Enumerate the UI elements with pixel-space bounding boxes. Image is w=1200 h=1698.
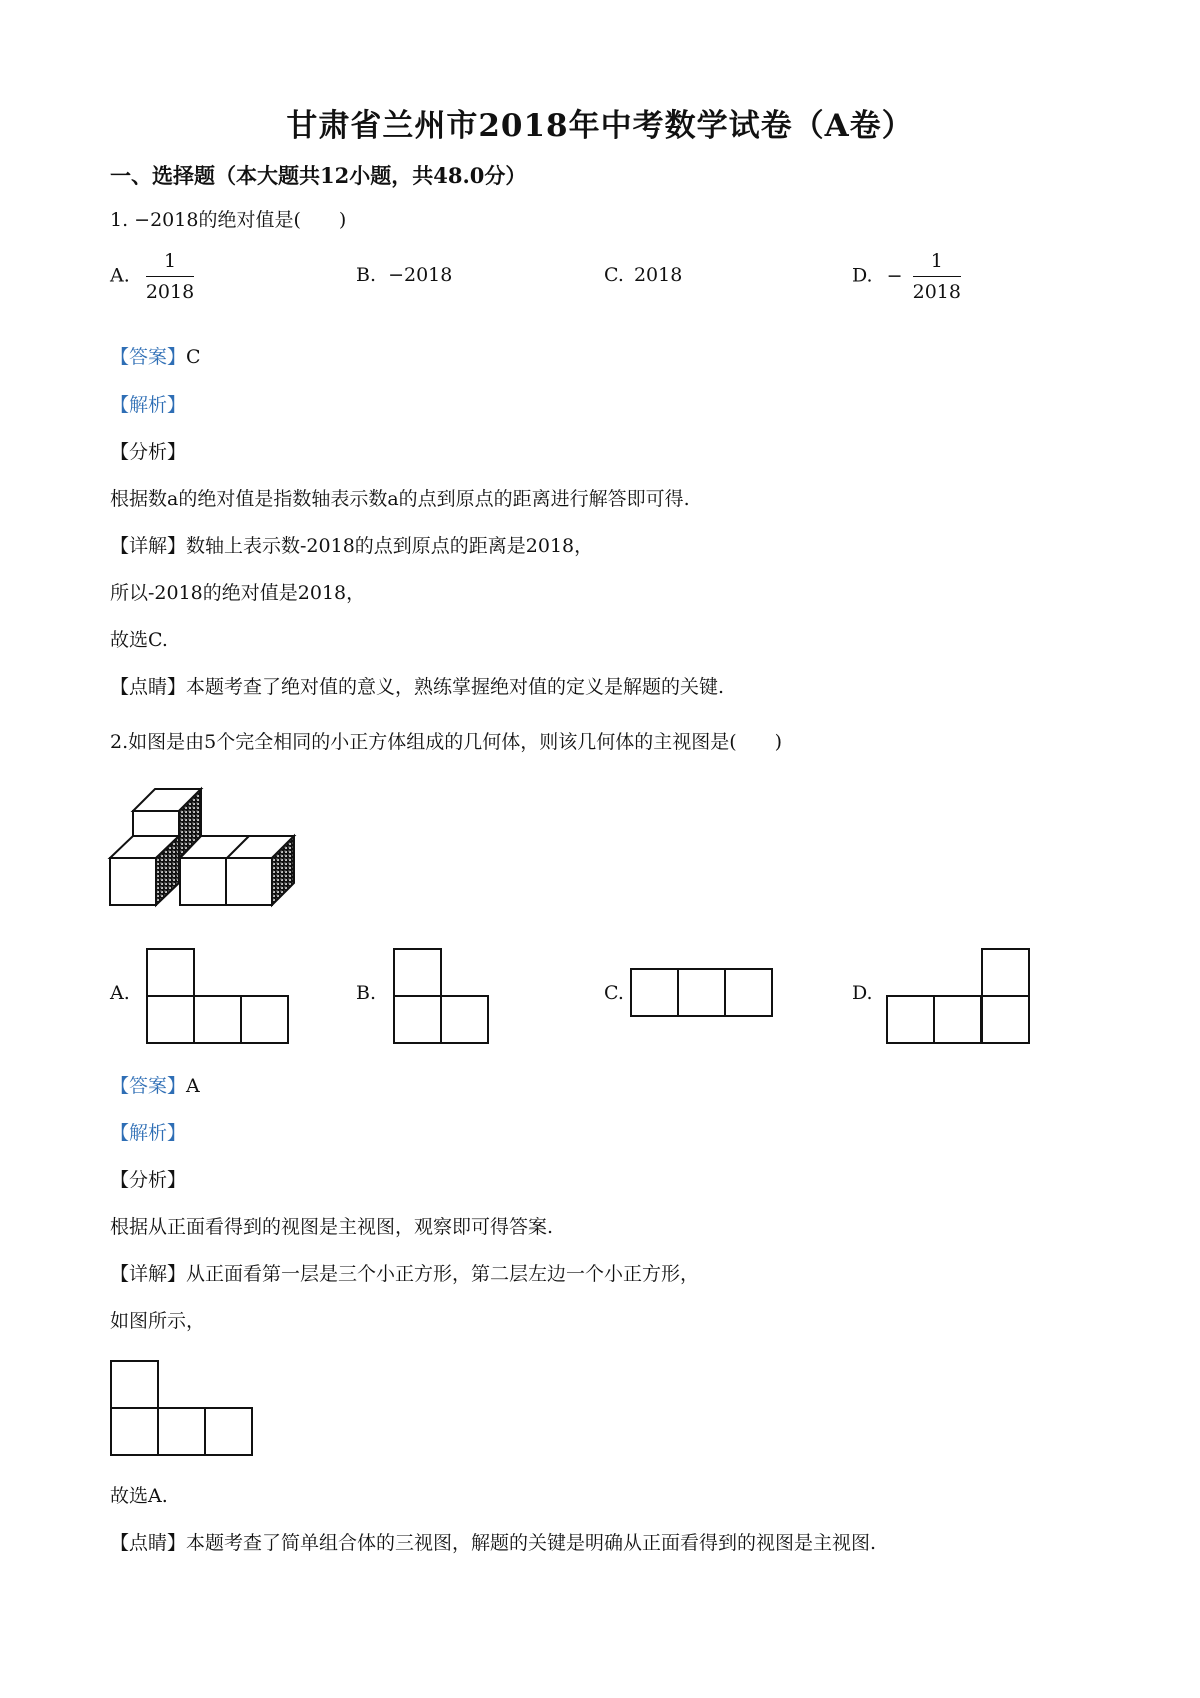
cube-solid-figure: [108, 786, 298, 912]
q2-fenxi-text: 根据从正面看得到的视图是主视图，观察即可得答案.: [110, 1216, 554, 1238]
q1-comment: [110, 672, 724, 699]
q2-solution-figure: [110, 1360, 260, 1456]
q1-option-d-label: D.: [852, 264, 873, 287]
q2-option-d-figure: [886, 948, 1032, 1044]
q1-analysis-tag: 【解析】: [110, 394, 187, 416]
q1-option-d-fraction: [913, 250, 961, 303]
q1-option-c-label: C.: [604, 264, 624, 286]
q2-option-c-figure: [630, 968, 776, 1018]
q2-option-a-figure: [146, 948, 290, 1044]
q2-detail-line2: 如图所示，: [110, 1310, 206, 1332]
q1-answer: [110, 342, 201, 369]
right-cube-front-face: [226, 858, 272, 905]
q1-option-a: [110, 250, 194, 303]
q2-option-d-label: D.: [852, 982, 873, 1004]
q1-option-d-numerator: 1: [913, 250, 961, 277]
q2-comment-text: 本题考查了简单组合体的三视图，解题的关键是明确从正面看得到的视图是主视图.: [186, 1532, 877, 1554]
q1-option-c: [604, 264, 682, 286]
middle-cube-front-face: [180, 858, 226, 905]
q2-answer-tag: 【答案】: [110, 1075, 187, 1097]
q1-option-b-text: −2018: [388, 264, 453, 286]
q1-detail-tag: 【详解】: [110, 535, 187, 557]
q1-detail-text: 数轴上表示数-2018的点到原点的距离是2018，: [186, 535, 594, 557]
q1-detail-line2: 所以-2018的绝对值是2018，: [110, 582, 366, 604]
left-cube-front-face: [110, 858, 156, 905]
q1-option-a-numerator: 1: [146, 250, 194, 277]
q2-comment-tag: 【点睛】: [110, 1532, 187, 1554]
q2-fenxi-tag: 【分析】: [110, 1169, 187, 1191]
q1-comment-tag: 【点睛】: [110, 676, 187, 698]
q2-analysis-tag: 【解析】: [110, 1122, 187, 1144]
q2-option-c-label: C.: [604, 982, 624, 1004]
q1-option-b: [356, 264, 452, 286]
q2-detail: [110, 1259, 699, 1286]
q2-detail-tag: 【详解】: [110, 1263, 187, 1285]
q1-option-a-fraction: [146, 250, 194, 303]
q1-option-d-sign: −: [886, 264, 903, 287]
q2-option-b-label: B.: [356, 982, 377, 1004]
q1-fenxi-tag: 【分析】: [110, 441, 187, 463]
q1-comment-text: 本题考查了绝对值的意义，熟练掌握绝对值的定义是解题的关键.: [186, 676, 725, 698]
q1-choose: 故选C.: [110, 629, 168, 651]
q2-stem: 2.如图是由5个完全相同的小正方体组成的几何体，则该几何体的主视图是( ): [110, 731, 783, 753]
q1-answer-tag: 【答案】: [110, 346, 187, 368]
q1-fenxi-text: 根据数a的绝对值是指数轴表示数a的点到原点的距离进行解答即可得.: [110, 488, 690, 510]
q1-option-c-text: 2018: [633, 264, 683, 286]
q2-detail-text: 从正面看第一层是三个小正方形，第二层左边一个小正方形，: [186, 1263, 700, 1285]
q2-choose: 故选A.: [110, 1485, 168, 1507]
q1-option-d-denominator: 2018: [912, 281, 961, 303]
q1-answer-value: C: [186, 346, 201, 368]
q1-option-a-denominator: 2018: [145, 281, 195, 303]
q1-stem: 1. −2018的绝对值是( ): [110, 209, 347, 231]
page-title: 甘肃省兰州市2018年中考数学试卷（A卷）: [286, 108, 914, 144]
q1-detail: [110, 531, 593, 558]
q2-option-a-label: A.: [110, 982, 130, 1004]
q2-answer-value: A: [186, 1075, 200, 1097]
q2-answer: [110, 1071, 200, 1098]
q1-option-b-label: B.: [356, 264, 377, 286]
q2-option-b-figure: [393, 948, 491, 1044]
q2-comment: [110, 1528, 876, 1555]
q1-option-a-label: A.: [110, 264, 130, 287]
section-heading: 一、选择题（本大题共12小题，共48.0分）: [110, 163, 527, 188]
q1-option-d: [852, 250, 961, 303]
